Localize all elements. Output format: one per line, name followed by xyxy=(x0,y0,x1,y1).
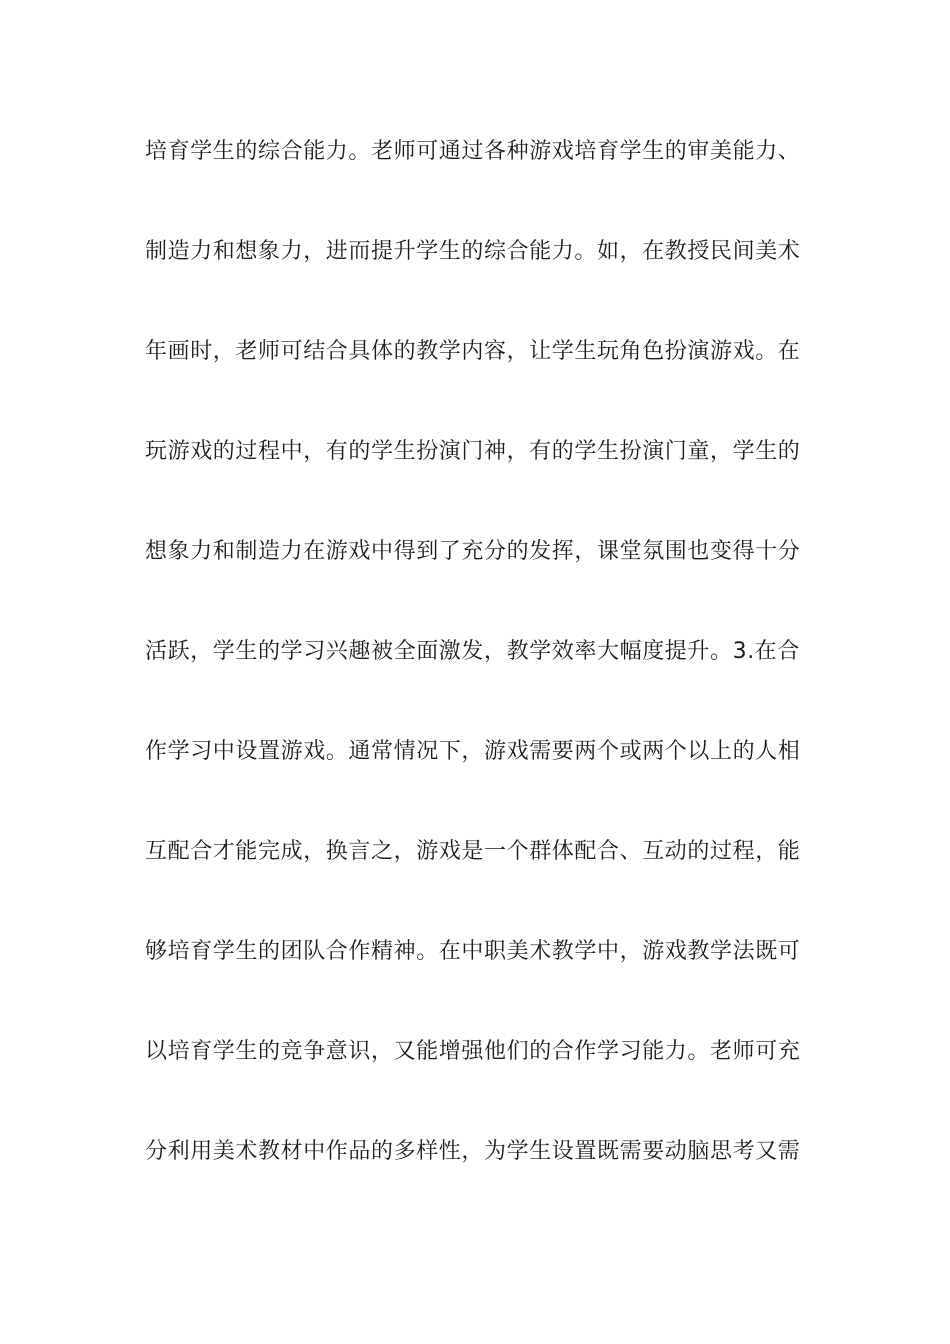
text-line: 活跃，学生的学习兴趣被全面激发，教学效率大幅度提升。3.在合 xyxy=(145,639,800,664)
body-text xyxy=(145,128,810,1228)
text-line: 玩游戏的过程中，有的学生扮演门神，有的学生扮演门童，学生的 xyxy=(145,439,801,464)
text-line: 作学习中设置游戏。通常情况下，游戏需要两个或两个以上的人相 xyxy=(145,739,801,764)
text-line: 够培育学生的团队合作精神。在中职美术教学中，游戏教学法既可 xyxy=(145,939,801,964)
text-line: 以培育学生的竞争意识，又能增强他们的合作学习能力。老师可充 xyxy=(145,1039,801,1064)
text-line: 培育学生的综合能力。老师可通过各种游戏培育学生的审美能力、 xyxy=(145,139,801,164)
text-line: 制造力和想象力，进而提升学生的综合能力。如，在教授民间美术 xyxy=(145,239,801,264)
text-line: 想象力和制造力在游戏中得到了充分的发挥，课堂氛围也变得十分 xyxy=(145,539,801,564)
text-line: 互配合才能完成，换言之，游戏是一个群体配合、互动的过程，能 xyxy=(145,839,801,864)
text-line: 年画时，老师可结合具体的教学内容，让学生玩角色扮演游戏。在 xyxy=(145,339,801,364)
text-line: 分利用美术教材中作品的多样性，为学生设置既需要动脑思考又需 xyxy=(145,1139,801,1164)
